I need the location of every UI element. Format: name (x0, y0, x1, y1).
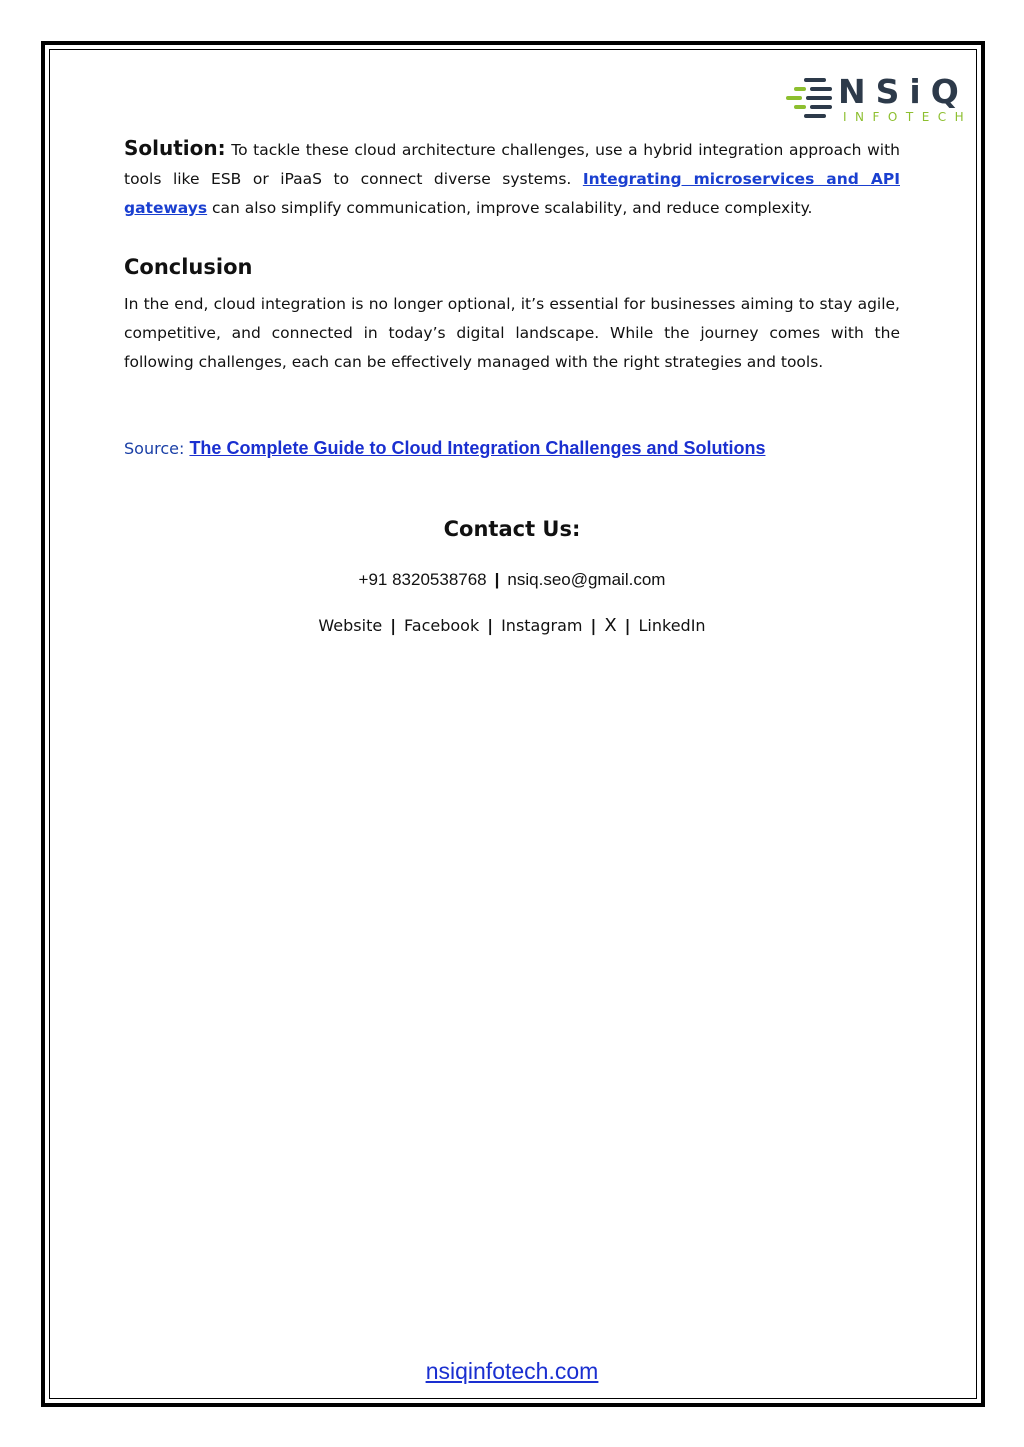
facebook-link[interactable]: Facebook (404, 616, 480, 635)
footer-website-text[interactable]: nsiqinfotech.com (425, 1358, 599, 1384)
logo-name: NSiQ (838, 72, 969, 111)
separator: | (624, 616, 631, 635)
solution-text-before: To tackle these cloud architecture challenges, use a hybrid integration approach with tools like ESB or iPaaS to connect diverse systems. (124, 141, 900, 188)
solution-paragraph (124, 134, 900, 223)
instagram-link[interactable]: Instagram (501, 616, 583, 635)
company-logo (786, 72, 973, 126)
separator: | (590, 616, 597, 635)
contact-title: Contact Us: (443, 517, 581, 541)
page-border (41, 41, 985, 1407)
separator: | (390, 616, 397, 635)
separator: | (487, 616, 494, 635)
x-link[interactable]: X (604, 615, 617, 636)
solution-text-after: can also simplify communication, improve scalability, and reduce complexity. (207, 199, 813, 217)
contact-phone[interactable]: +91 8320538768 (358, 570, 487, 589)
solution-label: Solution: (124, 136, 226, 160)
logo-bars-icon (786, 78, 832, 120)
source-label: Source: (124, 439, 185, 458)
source-line (124, 438, 765, 459)
microservices-link[interactable]: Integrating microservices and API gateways (124, 170, 900, 217)
contact-phone-email (0, 570, 1024, 590)
conclusion-heading: Conclusion (124, 255, 253, 279)
footer-website-link[interactable] (0, 1358, 1024, 1385)
website-link[interactable]: Website (318, 616, 383, 635)
conclusion-body: In the end, cloud integration is no longer optional, it’s essential for businesses aiming to stay agile, competitive, and connected in today’s digital landscape. While the journey comes with the following challenges, each can be effectively managed with the right strategies and tools. (124, 295, 900, 371)
logo-subtitle: INFOTECH (843, 110, 973, 124)
social-links (0, 615, 1024, 636)
source-link[interactable]: The Complete Guide to Cloud Integration Challenges and Solutions (189, 438, 766, 458)
linkedin-link[interactable]: LinkedIn (638, 616, 706, 635)
separator: | (494, 570, 500, 589)
contact-email[interactable]: nsiq.seo@gmail.com (507, 570, 666, 589)
page-border-inner (49, 49, 977, 1399)
